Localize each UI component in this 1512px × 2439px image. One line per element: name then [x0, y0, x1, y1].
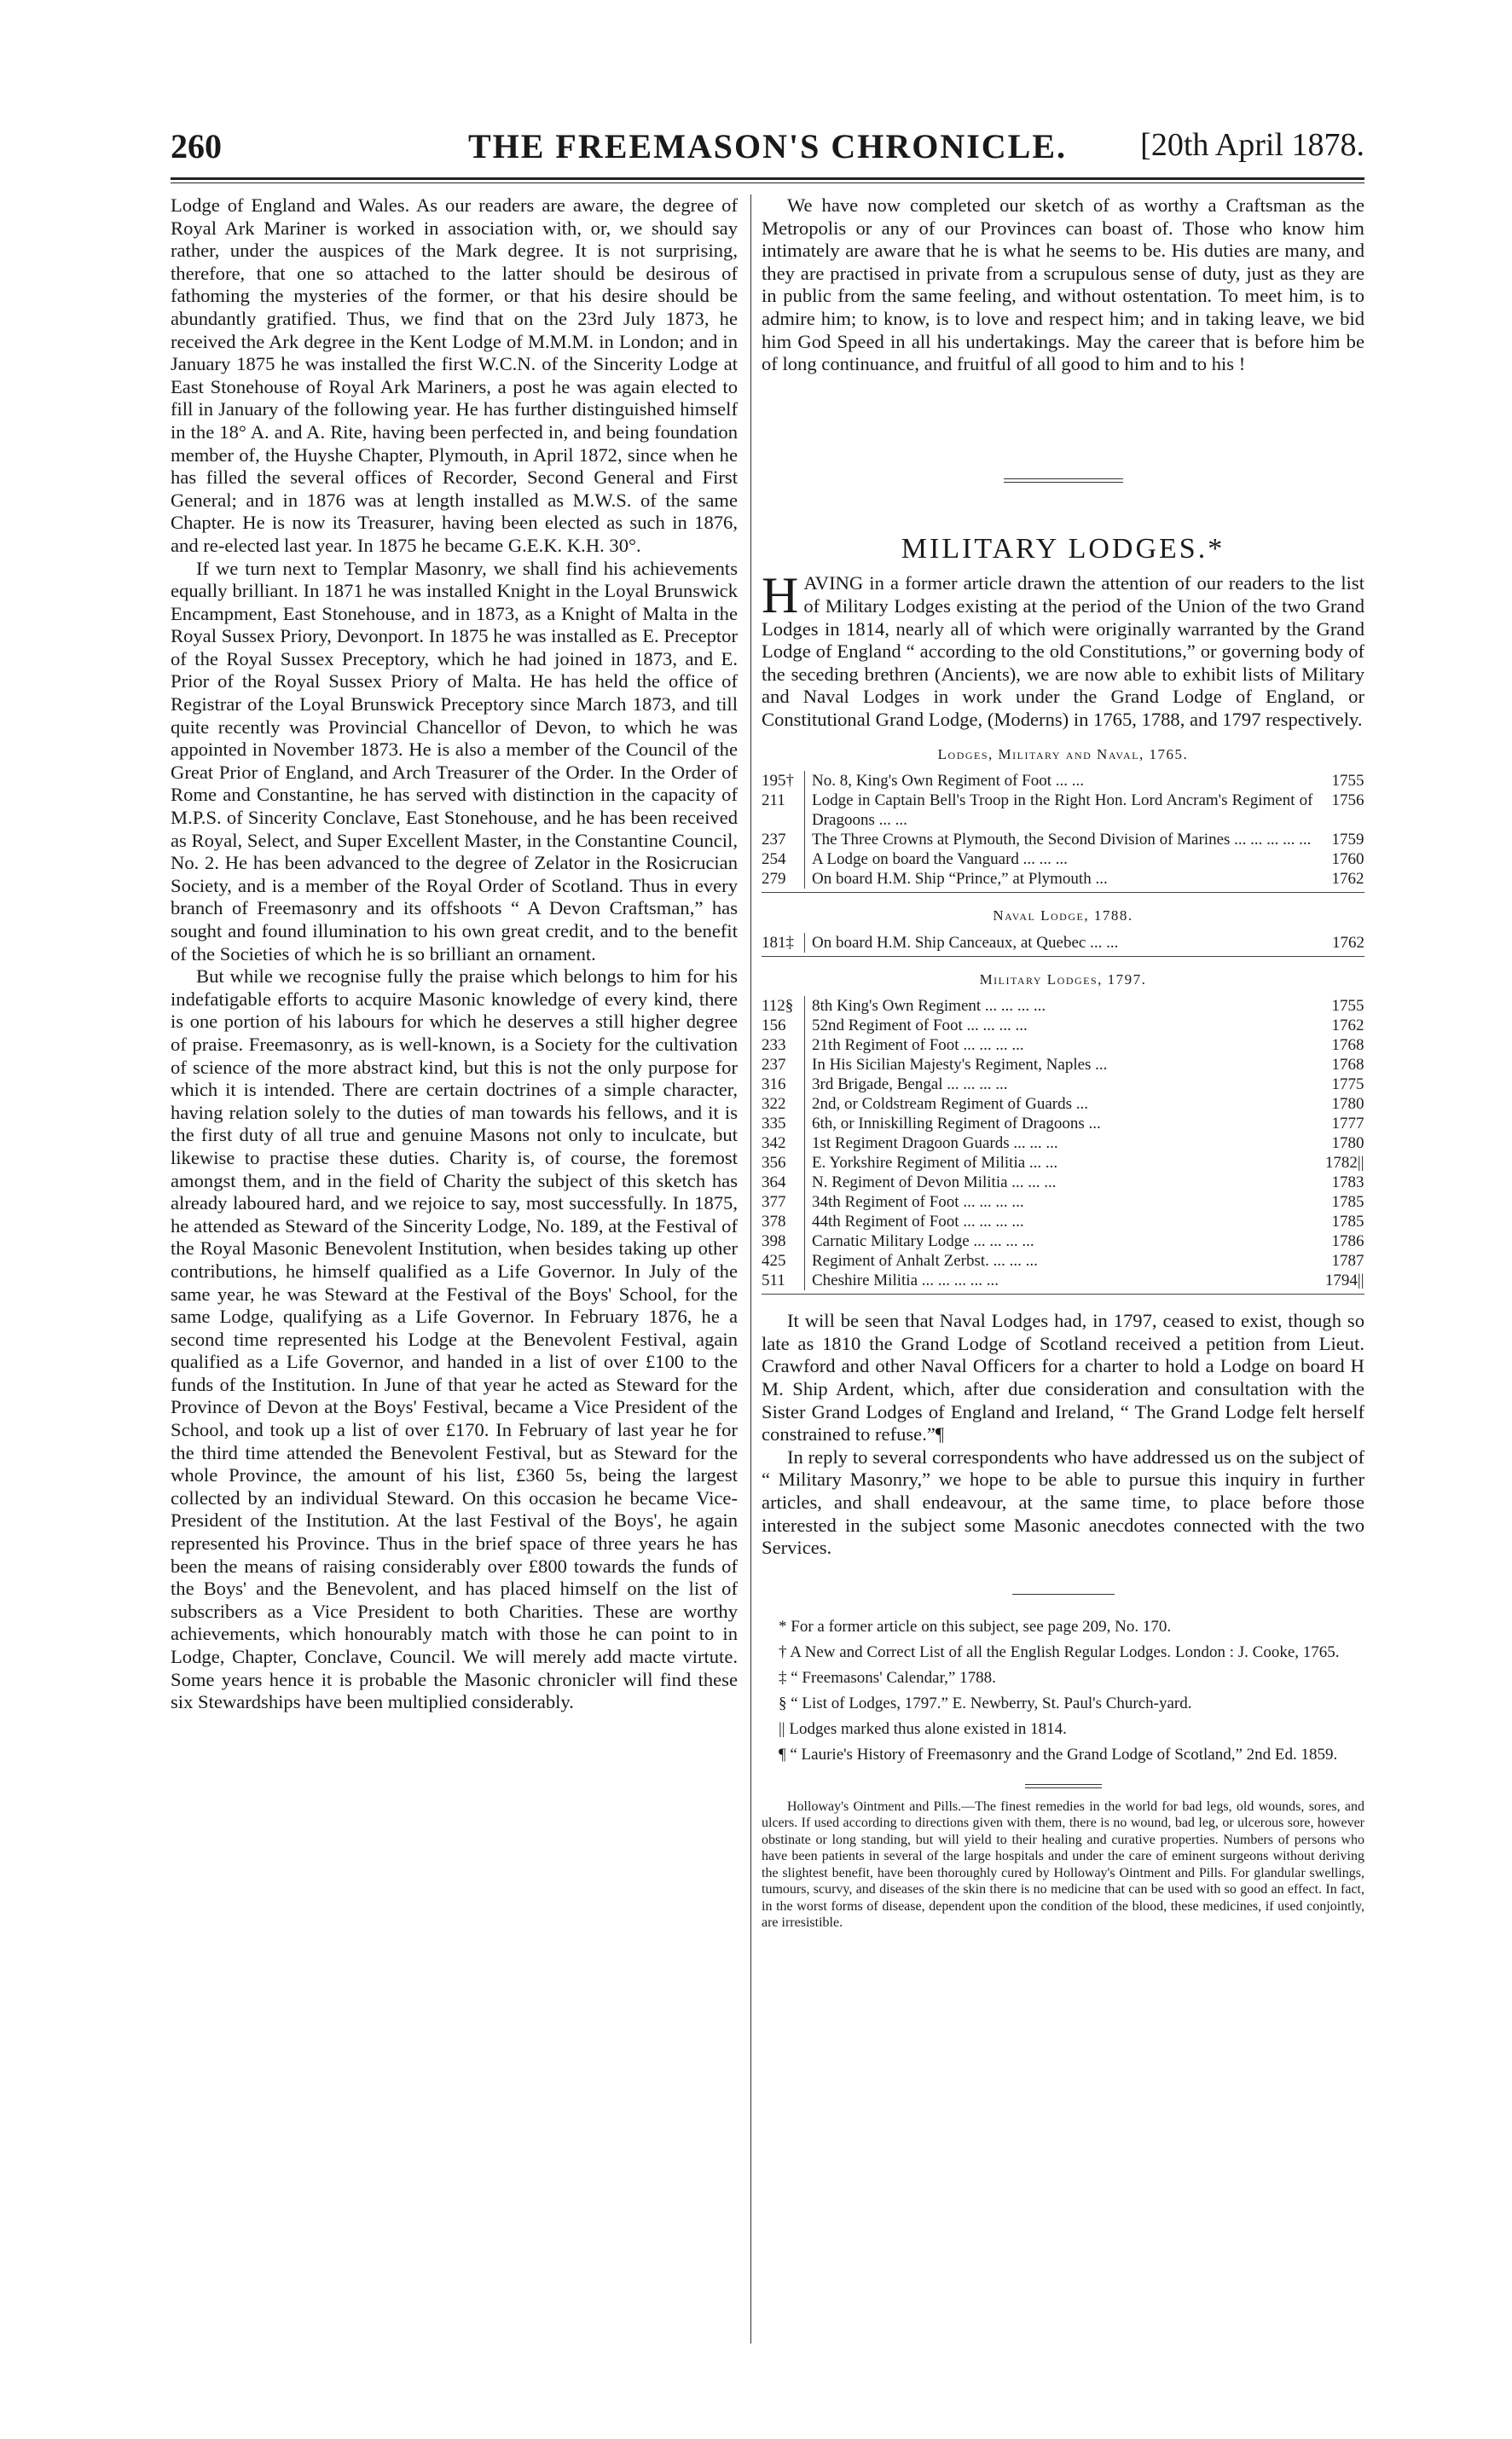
warrant-year: 1768 — [1331, 1056, 1364, 1075]
table-heading: Naval Lodge, 1788. — [993, 907, 1133, 924]
lodge-table — [762, 771, 1364, 889]
table-row — [762, 830, 1364, 849]
lodge-number: 425 — [762, 1251, 805, 1271]
lodge-number: 342 — [762, 1133, 805, 1153]
lodge-description: 2nd, or Coldstream Regiment of Guards ... — [812, 1095, 1089, 1114]
right-column — [762, 194, 1364, 2361]
header-rule-thin — [171, 182, 1364, 183]
table-row — [762, 996, 1364, 1016]
lodge-description: E. Yorkshire Regiment of Militia ... ... — [812, 1154, 1058, 1173]
warrant-year: 1756 — [1331, 791, 1364, 810]
footnote: * For a former article on this subject, see page 209, No. 170. — [779, 1617, 1172, 1636]
lodge-number: 211 — [762, 791, 805, 830]
warrant-year: 1762 — [1331, 870, 1364, 889]
table-rule — [762, 892, 1364, 893]
warrant-year: 1762 — [1331, 1017, 1364, 1035]
page-header — [171, 126, 1364, 174]
lodge-description: 6th, or Inniskilling Regiment of Dragoons ... — [812, 1115, 1101, 1133]
lodge-description: 8th King's Own Regiment ... ... ... ... — [812, 997, 1046, 1016]
table-row — [762, 1251, 1364, 1271]
table-row — [762, 849, 1364, 869]
lodge-description: In His Sicilian Majesty's Regiment, Naples ... — [812, 1056, 1108, 1075]
footnote: || Lodges marked thus alone existed in 1814. — [779, 1719, 1067, 1738]
section-intro — [762, 567, 1364, 731]
lodge-description: On board H.M. Ship Canceaux, at Quebec ... ... — [812, 933, 1119, 952]
lodge-number: 398 — [762, 1231, 805, 1251]
lodge-description: Lodge in Captain Bell's Troop in the Right Hon. Lord Ancram's Regiment of Dragoons ... ... — [812, 791, 1313, 830]
table-row — [762, 1114, 1364, 1133]
lodge-number: 181‡ — [762, 933, 805, 953]
lodge-number: 156 — [762, 1016, 805, 1035]
footnote: ¶ “ Laurie's History of Freemasonry and the Grand Lodge of Scotland,” 2nd Ed. 1859. — [779, 1745, 1338, 1764]
closing-paragraph: In reply to several correspondents who have addressed us on the subject of “ Military Masonry,” we hope to be able to pursue this inquiry in further articles, and shall endeavour, at the same time, to place before those interested in the subject some Masonic anecdotes connected with the two Services. — [762, 1445, 1364, 1559]
warrant-year: 1780 — [1331, 1095, 1364, 1114]
lodge-description: A Lodge on board the Vanguard ... ... ... — [812, 850, 1068, 869]
closing-paragraph: It will be seen that Naval Lodges had, in 1797, ceased to exist, though so late as 1810 the Grand Lodge of Scotland received a petition from Lieut. Crawford and other Naval Officers for a charter to hold a Lodge on board H M. Ship Ardent, which, after due consideration and consultation with the Sister Grand Lodges of England and Ireland, “ The Grand Lodge felt herself constrained to refuse.”¶ — [762, 1310, 1364, 1445]
lodge-tables — [762, 744, 1364, 1295]
table-row — [762, 869, 1364, 889]
lodge-description: Cheshire Militia ... ... ... ... ... — [812, 1272, 999, 1290]
warrant-year: 1777 — [1331, 1115, 1364, 1133]
header-rule — [171, 177, 1364, 180]
table-row — [762, 1212, 1364, 1231]
lodge-number: 335 — [762, 1114, 805, 1133]
lodge-number: 237 — [762, 830, 805, 849]
warrant-year: 1787 — [1331, 1252, 1364, 1271]
lodge-description: N. Regiment of Devon Militia ... ... ... — [812, 1173, 1057, 1192]
table-row — [762, 771, 1364, 791]
lodge-description: 52nd Regiment of Foot ... ... ... ... — [812, 1017, 1028, 1035]
page-number: 260 — [171, 127, 222, 165]
warrant-year: 1755 — [1331, 997, 1364, 1016]
lodge-table — [762, 933, 1364, 953]
left-column — [171, 194, 738, 2361]
lodge-number: 364 — [762, 1173, 805, 1192]
lodge-number: 316 — [762, 1075, 805, 1094]
warrant-year: 1782|| — [1324, 1154, 1364, 1173]
table-row — [762, 1075, 1364, 1094]
lodge-number: 511 — [762, 1271, 805, 1290]
lodge-number: 254 — [762, 849, 805, 869]
lodge-number: 356 — [762, 1153, 805, 1173]
table-row — [762, 1173, 1364, 1192]
table-row — [762, 1271, 1364, 1290]
lodge-description: 44th Regiment of Foot ... ... ... ... — [812, 1213, 1024, 1231]
advertisement: Holloway's Ointment and Pills.—The finest remedies in the world for bad legs, old wounds, sores, and ulcers. If used according to directions given with them, there is no wound, bad leg, or ulcerous sore, however obstinate or long standing, but will yield to their healing and curative properties. Numbers of persons who have been patients in several of the large hospitals and under the care of eminent surgeons without deriving the slightest benefit, have been thoroughly cured by Holloway's Ointment and Pills. For glandular swellings, tumours, scurvy, and diseases of the skin there is no medicine that can be used with so good an effect. In fact, in the worst forms of disease, dependent upon the condition of the blood, these medicines, if used conjointly, are irresistible. — [762, 1799, 1364, 1931]
table-row — [762, 1133, 1364, 1153]
table-row — [762, 1153, 1364, 1173]
section-title: MILITARY LODGES.* — [901, 532, 1225, 565]
footnote: ‡ “ Freemasons' Calendar,” 1788. — [779, 1668, 996, 1687]
warrant-year: 1775 — [1331, 1075, 1364, 1094]
lodge-number: 237 — [762, 1055, 805, 1075]
warrant-year: 1755 — [1331, 772, 1364, 791]
table-row — [762, 1094, 1364, 1114]
table-row — [762, 1055, 1364, 1075]
issue-date: [20th April 1878. — [1140, 127, 1364, 163]
warrant-year: 1762 — [1332, 933, 1364, 952]
warrant-year: 1780 — [1331, 1134, 1364, 1153]
lodge-description: The Three Crowns at Plymouth, the Second Division of Marines ... ... ... ... ... — [812, 831, 1312, 849]
column-divider — [750, 194, 751, 2343]
warrant-year: 1794|| — [1324, 1272, 1364, 1290]
section-ornament — [1004, 478, 1123, 490]
lodge-number: 195† — [762, 771, 805, 791]
warrant-year: 1760 — [1331, 850, 1364, 869]
lodge-number: 378 — [762, 1212, 805, 1231]
lodge-number: 322 — [762, 1094, 805, 1114]
lodge-number: 377 — [762, 1192, 805, 1212]
publication-title: THE FREEMASON'S CHRONICLE. — [467, 127, 1068, 165]
lodge-description: On board H.M. Ship “Prince,” at Plymouth ... — [812, 870, 1108, 889]
section-intro-text: AVING in a former article drawn the attention of our readers to the list of Military Lodges existing at the period of the Union of the two Grand Lodges in 1814, nearly all of which were originally warranted by the Grand Lodge of England “ according to the old Constitutions,” or governing body of the seceding brethren (Ancients), we are now able to exhibit lists of Military and Naval Lodges in work under the Grand Lodge of England, or Constitutional Grand Lodge, (Moderns) in 1765, 1788, and 1797 respectively. — [762, 572, 1364, 730]
lodge-description: 3rd Brigade, Bengal ... ... ... ... — [812, 1075, 1008, 1094]
lodge-description: Carnatic Military Lodge ... ... ... ... — [812, 1232, 1034, 1251]
warrant-year: 1786 — [1331, 1232, 1364, 1251]
lodge-description: 1st Regiment Dragoon Guards ... ... ... — [812, 1134, 1058, 1153]
table-row — [762, 1231, 1364, 1251]
footnote: § “ List of Lodges, 1797.” E. Newberry, St. Paul's Church-yard. — [779, 1694, 1192, 1712]
advert-ornament — [1025, 1784, 1102, 1788]
article-paragraph: If we turn next to Templar Masonry, we shall find his achievements equally brilliant. In 1871 he was installed Knight in the Loyal Brunswick Encampment, East Stonehouse, and in 1873, as a Knight of Malta in the Royal Sussex Priory, Devonport. In 1875 he was installed as E. Preceptor of the Royal Sussex Preceptory, which he had joined in 1873, and E. Prior of the Royal Sussex Priory of Malta. He has held the office of Registrar of the Loyal Brunswick Preceptory since March 1873, and till quite recently was Provincial Chancellor of Devon, to which he was appointed in November 1873. He is also a member of the Council of the Great Prior of England, and Arch Treasurer of the Order. In the Order of Rome and Constantine, he has served with distinction in the capacity of M.P.S. of Sincerity Conclave, East Stonehouse, and he has been received as Royal, Select, and Super Excellent Master, in the Constantine Council, No. 2. He has been advanced to the degree of Zelator in the Rosicrucian Society, and is a member of the Royal Order of Scotland. Thus in every branch of Freemasonry and its offshoots “ A Devon Craftsman,” has sought and found illumination to his own great credit, and to the benefit of the Societies of which he is so brilliant an ornament. — [171, 557, 738, 965]
table-rule — [762, 1294, 1364, 1295]
table-heading: Military Lodges, 1797. — [979, 970, 1147, 988]
warrant-year: 1785 — [1331, 1193, 1364, 1212]
footnote: † A New and Correct List of all the English Regular Lodges. London : J. Cooke, 1765. — [779, 1642, 1340, 1661]
table-row — [762, 791, 1364, 830]
table-rule — [762, 956, 1364, 957]
warrant-year: 1768 — [1331, 1036, 1364, 1055]
lodge-description: Regiment of Anhalt Zerbst. ... ... ... — [812, 1252, 1038, 1271]
table-row — [762, 1016, 1364, 1035]
table-row — [762, 1192, 1364, 1212]
lodge-description: 34th Regiment of Foot ... ... ... ... — [812, 1193, 1024, 1212]
lodge-description: 21th Regiment of Foot ... ... ... ... — [812, 1036, 1024, 1055]
lodge-number: 112§ — [762, 996, 805, 1016]
lodge-number: 279 — [762, 869, 805, 889]
article-paragraph: But while we recognise fully the praise which belongs to him for his indefatigable efforts to acquire Masonic knowledge of every kind, there is one portion of his labours for which he deserves a still higher degree of praise. Freemasonry, as is well-known, is a Society for the cultivation of science of the more abstract kind, but this is not the only purpose for which it is intended. There are certain doctrines of a simple character, having relation solely to the duties of man towards his fellows, and it is the first duty of all true and genuine Masons not only to inculcate, but likewise to practise these duties. Charity is, of course, the foremost amongst them, and in the field of Charity the subject of this sketch has already laboured hard, and we rejoice to say, most successfully. In 1875, he attended as Steward of the Sincerity Lodge, No. 189, at the Festival of the Royal Masonic Benevolent Institution, when besides taking up other contributions, he himself qualified as a Life Governor. In July of the same year, he was Steward at the Festival of the Boys' School, for the same Lodge, qualifying as a Life Governor. In February 1876, he a second time represented his Lodge at the Benevolent Festival, again qualified as a Life Governor, and handed in a list of over £100 to the funds of the Institution. In June of that year he acted as Steward for the Province of Devon at the Boys' Festival, became a Vice President of the School, and took up a list of over £170. In February of last year he for the third time attended the Benevolent Festival, but as Steward for the whole Province, the amount of his list, £360 5s, being the largest collected by an individual Steward. On this occasion he became Vice-President of the Institution. At the last Festival of the Boys', he again represented his Province. Thus in the brief space of three years he has been the means of raising considerably over £800 towards the funds of the Boys' and the Benevolent, and has placed himself on the list of subscribers as a Vice President to both Charities. These are worthy achievements, which honourably match with those he can point to in Lodge, Chapter, Conclave, Council. We will merely add macte virtute. Some years hence it is probable the Masonic chronicler will find these six Stewardships have been multiplied considerably. — [171, 965, 738, 1713]
warrant-year: 1759 — [1331, 831, 1364, 849]
warrant-year: 1783 — [1331, 1173, 1364, 1192]
footnotes — [762, 1617, 1364, 1765]
article-conclusion: We have now completed our sketch of as worthy a Craftsman as the Metropolis or any of our Provinces can boast of. Those who know him intimately are aware that he is what he seems to be. His duties are many, and they are practised in private from a scrupulous sense of duty, just as they are in public from the same feeling, and without ostentation. To meet him, is to admire him; to know, is to love and respect him; and in taking leave, we bid him God Speed in all his undertakings. May the career that is before him be of long continuance, and fruitful of all good to him and to his ! — [762, 194, 1364, 375]
article-paragraph: Lodge of England and Wales. As our readers are aware, the degree of Royal Ark Mariner is worked in association with, or, we should say rather, under the auspices of the Mark degree. It is not surprising, therefore, that one so attached to the latter should be desirous of fathoming the mysteries of the former, or that his desire should be abundantly gratified. Thus, we find that on the 23rd July 1873, he received the Ark degree in the Kent Lodge of M.M.M. in London; and in January 1875 he was installed the first W.C.N. of the Sincerity Lodge at East Stonehouse of Royal Ark Mariners, a post he was again elected to fill in January of the following year. He has further distinguished himself in the 18° A. and A. Rite, having been perfected in, and being foundation member of, the Huyshe Chapter, Plymouth, in April 1872, since when he has filled the several offices of Recorder, Second General and First General; and in 1876 was at length installed as M.W.S. of the same Chapter. He is now its Treasurer, having been elected as such in 1876, and re-elected last year. In 1875 he became G.E.K. K.H. 30°. — [171, 194, 738, 556]
lodge-table — [762, 996, 1364, 1290]
lodge-description: No. 8, King's Own Regiment of Foot ... ... — [812, 772, 1085, 791]
warrant-year: 1785 — [1331, 1213, 1364, 1231]
table-row — [762, 1035, 1364, 1055]
drop-cap: H — [762, 567, 799, 624]
table-heading: Lodges, Military and Naval, 1765. — [937, 745, 1189, 762]
lodge-number: 233 — [762, 1035, 805, 1055]
footnote-rule — [1012, 1594, 1115, 1595]
table-row — [762, 933, 1364, 953]
